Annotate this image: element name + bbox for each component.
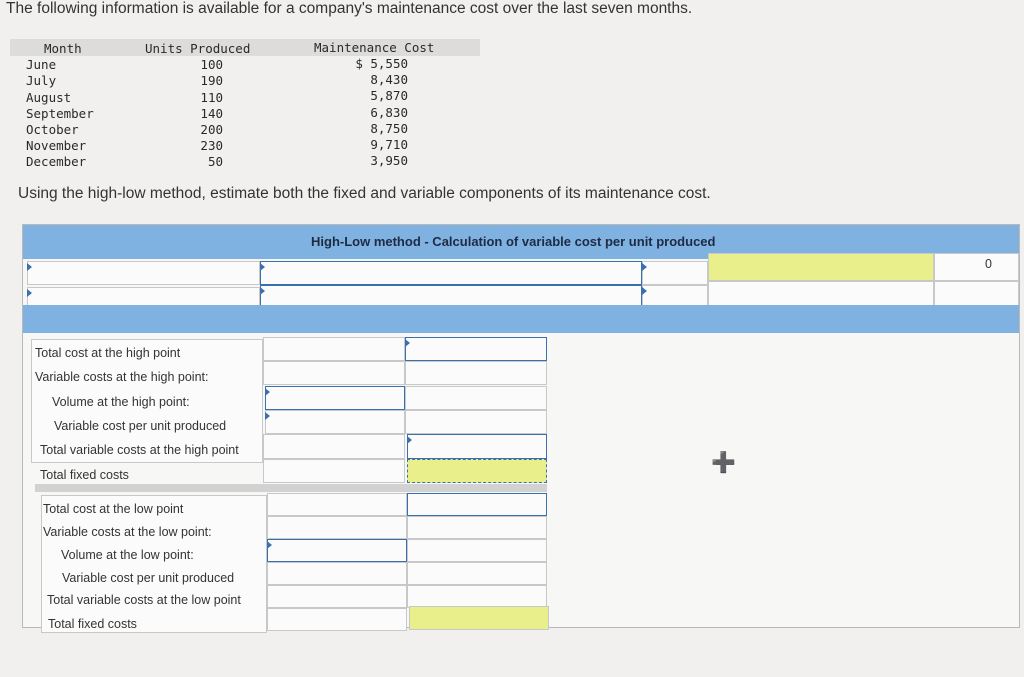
cost-cell: 3,950 bbox=[370, 153, 408, 169]
low-row-label: Variable cost per unit produced bbox=[62, 571, 235, 585]
high-row-label: Total variable costs at the high point bbox=[40, 443, 239, 457]
cost-header: Maintenance Cost bbox=[314, 40, 435, 55]
formula-mid-input-1[interactable] bbox=[642, 261, 708, 285]
low-total-variable-input[interactable] bbox=[407, 585, 547, 608]
high-col2-cell bbox=[405, 386, 547, 410]
grid-title: High-Low method - Calculation of variable cost per unit produced bbox=[311, 234, 716, 249]
units-cell: 110 bbox=[200, 89, 223, 105]
high-col1-cell bbox=[263, 361, 405, 385]
low-col2-cell bbox=[407, 539, 547, 562]
move-cursor-icon: ➕ bbox=[711, 452, 736, 474]
low-col1-cell bbox=[267, 493, 407, 516]
units-cell: 140 bbox=[200, 105, 223, 121]
units-column bbox=[145, 41, 250, 171]
cost-cell: $ 5,550 bbox=[355, 56, 408, 71]
formula-numerator-input[interactable] bbox=[260, 261, 642, 285]
month-cell: October bbox=[26, 122, 79, 138]
low-col2-cell bbox=[407, 516, 547, 539]
month-cell: September bbox=[26, 105, 94, 121]
high-total-cost-input[interactable] bbox=[405, 337, 547, 361]
high-total-fixed-input[interactable] bbox=[407, 459, 547, 483]
month-cell: June bbox=[26, 57, 57, 73]
units-cell: 190 bbox=[200, 73, 223, 89]
high-col2-cell bbox=[405, 361, 547, 385]
cost-column bbox=[314, 39, 434, 169]
month-cell: August bbox=[26, 89, 72, 105]
section-divider bbox=[35, 484, 547, 492]
low-total-fixed-input[interactable] bbox=[409, 606, 549, 630]
dropdown-marker-icon bbox=[267, 541, 272, 549]
dropdown-marker-icon bbox=[642, 263, 647, 271]
low-row-label: Total variable costs at the low point bbox=[47, 593, 241, 607]
dropdown-marker-icon bbox=[260, 263, 265, 271]
question-text: Using the high-low method, estimate both the fixed and variable components of its maintenance cost. bbox=[18, 185, 711, 202]
high-col1-cell bbox=[263, 459, 405, 483]
high-row-label: Variable costs at the high point: bbox=[35, 370, 209, 384]
high-total-variable-input[interactable] bbox=[407, 434, 547, 459]
dropdown-marker-icon bbox=[260, 287, 265, 295]
section-band bbox=[23, 305, 1019, 333]
high-row-label: Variable cost per unit produced bbox=[54, 419, 227, 433]
dropdown-marker-icon bbox=[642, 287, 647, 295]
high-row-label: Total fixed costs bbox=[40, 468, 129, 482]
units-cell: 230 bbox=[200, 138, 223, 154]
low-total-cost-input[interactable] bbox=[407, 493, 547, 516]
month-cell: July bbox=[26, 73, 57, 89]
low-row-label: Volume at the low point: bbox=[61, 548, 194, 562]
units-cell: 50 bbox=[207, 154, 223, 170]
dropdown-marker-icon bbox=[405, 339, 410, 347]
high-row-label: Total cost at the high point bbox=[35, 346, 181, 360]
dropdown-marker-icon bbox=[27, 263, 32, 271]
intro-text: The following information is available for a company's maintenance cost over the last seven months. bbox=[6, 0, 693, 17]
cost-cell: 8,430 bbox=[370, 72, 408, 88]
low-col2-cell bbox=[407, 562, 547, 585]
dropdown-marker-icon bbox=[265, 388, 270, 396]
month-header: Month bbox=[44, 41, 82, 56]
month-cell: November bbox=[26, 138, 87, 154]
result-value-cell bbox=[934, 253, 1019, 281]
units-cell: 100 bbox=[200, 57, 223, 73]
high-col1-cell bbox=[263, 434, 405, 459]
high-volume-input[interactable] bbox=[265, 386, 405, 410]
dropdown-marker-icon bbox=[407, 436, 412, 444]
cost-cell: 8,750 bbox=[370, 120, 408, 136]
low-col1-cell bbox=[267, 608, 407, 631]
cost-cell: 6,830 bbox=[370, 104, 408, 120]
cost-cell: 5,870 bbox=[370, 88, 408, 104]
low-row-label: Total cost at the low point bbox=[43, 502, 184, 516]
high-row-label: Volume at the high point: bbox=[52, 395, 190, 409]
units-cell: 200 bbox=[200, 122, 223, 138]
high-col1-cell bbox=[263, 337, 405, 361]
high-col2-cell bbox=[405, 410, 547, 434]
units-header: Units Produced bbox=[145, 41, 251, 56]
low-col1-cell bbox=[267, 585, 407, 608]
result-cell[interactable] bbox=[708, 253, 934, 281]
formula-label-input-1[interactable] bbox=[27, 261, 260, 285]
high-vc-per-unit-input[interactable] bbox=[265, 410, 405, 434]
answer-grid bbox=[22, 224, 1020, 631]
low-volume-input[interactable] bbox=[267, 539, 407, 562]
low-vc-per-unit-input[interactable] bbox=[267, 562, 407, 585]
dropdown-marker-icon bbox=[265, 412, 270, 420]
month-cell: December bbox=[26, 154, 87, 170]
low-col1-cell bbox=[267, 516, 407, 539]
month-column bbox=[26, 41, 94, 171]
cost-cell: 9,710 bbox=[370, 137, 408, 153]
low-row-label: Variable costs at the low point: bbox=[43, 525, 212, 539]
low-row-label: Total fixed costs bbox=[48, 617, 137, 631]
result-value: 0 bbox=[985, 257, 992, 271]
dropdown-marker-icon bbox=[27, 289, 32, 297]
